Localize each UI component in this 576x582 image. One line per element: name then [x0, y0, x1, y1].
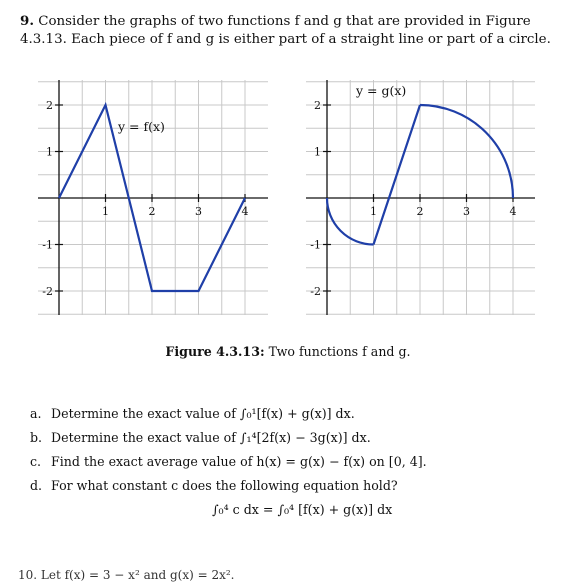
f-axes	[38, 80, 268, 315]
next-problem-cutoff: 10. Let f(x) = 3 − x² and g(x) = 2x².	[18, 568, 235, 582]
x-tick-label: 2	[416, 205, 424, 218]
x-tick-label: 1	[102, 205, 109, 218]
x-tick-label: 2	[148, 205, 156, 218]
problem-number: 9.	[20, 13, 34, 29]
y-tick-label: -2	[310, 285, 321, 298]
x-tick-label: 3	[195, 205, 202, 218]
y-tick-label: -2	[42, 285, 53, 298]
x-tick-label: 3	[463, 205, 470, 218]
part-d-letter: d.	[30, 478, 43, 493]
caption-label: Figure 4.3.13:	[165, 344, 265, 359]
x-tick-label: 4	[241, 205, 249, 218]
part-a-letter: a.	[30, 406, 42, 421]
x-tick-label: 1	[370, 205, 377, 218]
part-a-text: Determine the exact value of ∫₀¹[f(x) + g(x)] dx.	[51, 406, 355, 421]
y-tick-label: 1	[314, 145, 321, 159]
chart-g	[306, 80, 535, 315]
part-b-text: Determine the exact value of ∫₁⁴[2f(x) − 3g(x)] dx.	[51, 430, 371, 445]
part-c-letter: c.	[30, 454, 42, 469]
caption-text: Two functions f and g.	[268, 344, 411, 359]
x-tick-label: 4	[509, 205, 517, 218]
y-tick-label: 1	[46, 145, 53, 159]
part-b-letter: b.	[30, 430, 43, 445]
part-d	[30, 474, 550, 498]
problem-parts	[30, 402, 550, 498]
chart-f	[38, 80, 268, 315]
y-tick-label: -1	[310, 238, 321, 252]
y-tick-label: -1	[42, 238, 53, 252]
integral-equation: ∫₀⁴ c dx = ∫₀⁴ [f(x) + g(x)] dx	[212, 502, 393, 517]
problem-text: Consider the graphs of two functions f and g that are provided in Figure 4.3.13. Each piece of f and g is either part of a straight line or part of a circle.	[20, 14, 551, 47]
figure-caption	[0, 344, 576, 359]
g-function-label: y = g(x)	[356, 83, 407, 98]
part-d-text: For what constant c does the following equation hold?	[51, 478, 398, 493]
y-tick-label: 2	[314, 99, 321, 112]
part-c	[30, 450, 550, 474]
part-a	[30, 402, 550, 426]
part-c-text: Find the exact average value of h(x) = g(x) − f(x) on [0, 4].	[51, 454, 427, 469]
f-function-label: y = f(x)	[118, 119, 165, 134]
y-tick-label: 2	[46, 99, 53, 112]
part-b	[30, 426, 550, 450]
